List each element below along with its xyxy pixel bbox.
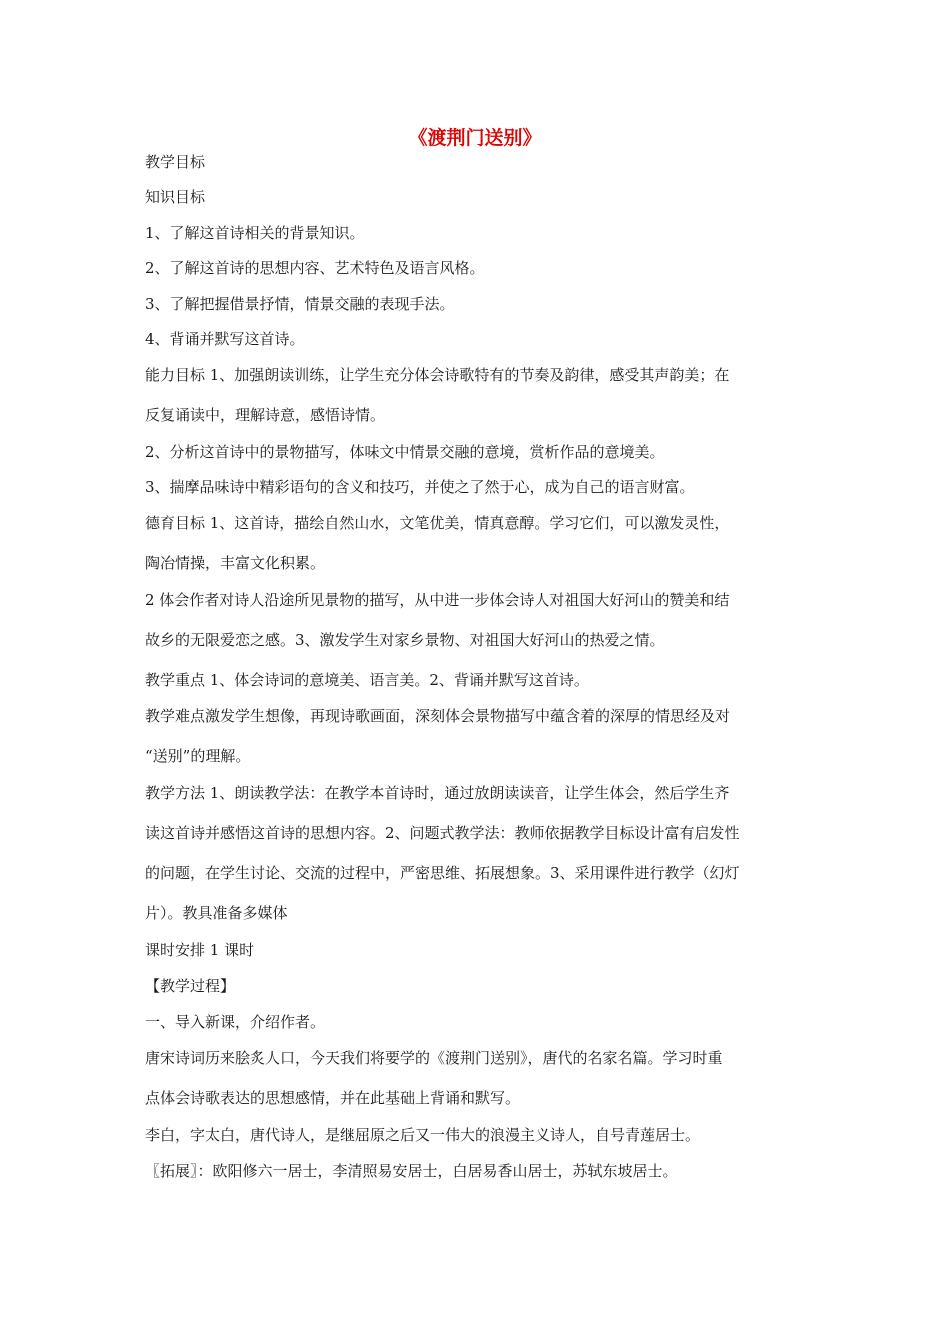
teaching-methods-line-2: 读这首诗并感悟这首诗的思想内容。2、问题式教学法：教师依据教学目标设计富有启发性 (145, 824, 740, 842)
class-schedule: 课时安排 1 课时 (145, 941, 255, 959)
knowledge-goal-1: 1、了解这首诗相关的背景知识。 (145, 224, 365, 242)
moral-goal-2-line-2: 故乡的无限爱恋之感。3、激发学生对家乡景物、对祖国大好河山的热爱之情。 (145, 631, 665, 649)
document-title: 《渡荆门送别》 (408, 127, 542, 149)
intro-paragraph-line-1: 唐宋诗词历来脍炙人口，今天我们将要学的《渡荆门送别》，唐代的名家名篇。学习时重 (145, 1049, 723, 1067)
knowledge-goal-3: 3、了解把握借景抒情，情景交融的表现手法。 (145, 295, 455, 313)
author-intro: 李白，字太白，唐代诗人，是继屈原之后又一伟大的浪漫主义诗人，自号青莲居士。 (145, 1126, 701, 1144)
ability-goal-2: 2、分析这首诗中的景物描写，体味文中情景交融的意境，赏析作品的意境美。 (145, 443, 665, 461)
extension-note: 〖拓展〗：欧阳修六一居士，李清照易安居士，白居易香山居士，苏轼东坡居士。 (145, 1162, 678, 1180)
moral-goals-line-2: 陶冶情操，丰富文化积累。 (145, 554, 326, 572)
teaching-methods-line-4: 片）。教具准备多媒体 (145, 904, 288, 922)
moral-goals-line-1: 德育目标 1、这首诗，描绘自然山水，文笔优美，情真意醇。学习它们，可以激发灵性， (145, 514, 730, 532)
heading-knowledge-goals: 知识目标 (145, 188, 206, 206)
intro-paragraph-line-2: 点体会诗歌表达的思想感情，并在此基础上背诵和默写。 (145, 1089, 521, 1107)
teaching-key-points: 教学重点 1、体会诗词的意境美、语言美。2、背诵并默写这首诗。 (145, 671, 589, 689)
ability-goal-3: 3、揣摩品味诗中精彩语句的含义和技巧，并使之了然于心，成为自己的语言财富。 (145, 478, 695, 496)
ability-goals-line-1: 能力目标 1、加强朗读训练，让学生充分体会诗歌特有的节奏及韵律，感受其声韵美；在 (145, 366, 730, 384)
teaching-difficulties-line-1: 教学难点激发学生想像，再现诗歌画面，深刻体会景物描写中蕴含着的深厚的情思经及对 (145, 707, 731, 725)
teaching-difficulties-line-2: “送别”的理解。 (145, 747, 251, 765)
knowledge-goal-2: 2、了解这首诗的思想内容、艺术特色及语言风格。 (145, 259, 485, 277)
heading-teaching-goals: 教学目标 (145, 153, 206, 171)
teaching-methods-line-3: 的问题，在学生讨论、交流的过程中，严密思维、拓展想象。3、采用课件进行教学（幻灯 (145, 864, 740, 882)
section-1-heading: 一、导入新课，介绍作者。 (145, 1013, 326, 1031)
ability-goals-line-2: 反复诵读中，理解诗意，感悟诗情。 (145, 406, 386, 424)
knowledge-goal-4: 4、背诵并默写这首诗。 (145, 330, 305, 348)
teaching-methods-line-1: 教学方法 1、朗读教学法：在教学本首诗时，通过放朗读读音，让学生体会，然后学生齐 (145, 784, 730, 802)
moral-goal-2-line-1: 2 体会作者对诗人沿途所见景物的描写，从中进一步体会诗人对祖国大好河山的赞美和结 (145, 591, 730, 609)
heading-teaching-process: 【教学过程】 (145, 977, 236, 995)
